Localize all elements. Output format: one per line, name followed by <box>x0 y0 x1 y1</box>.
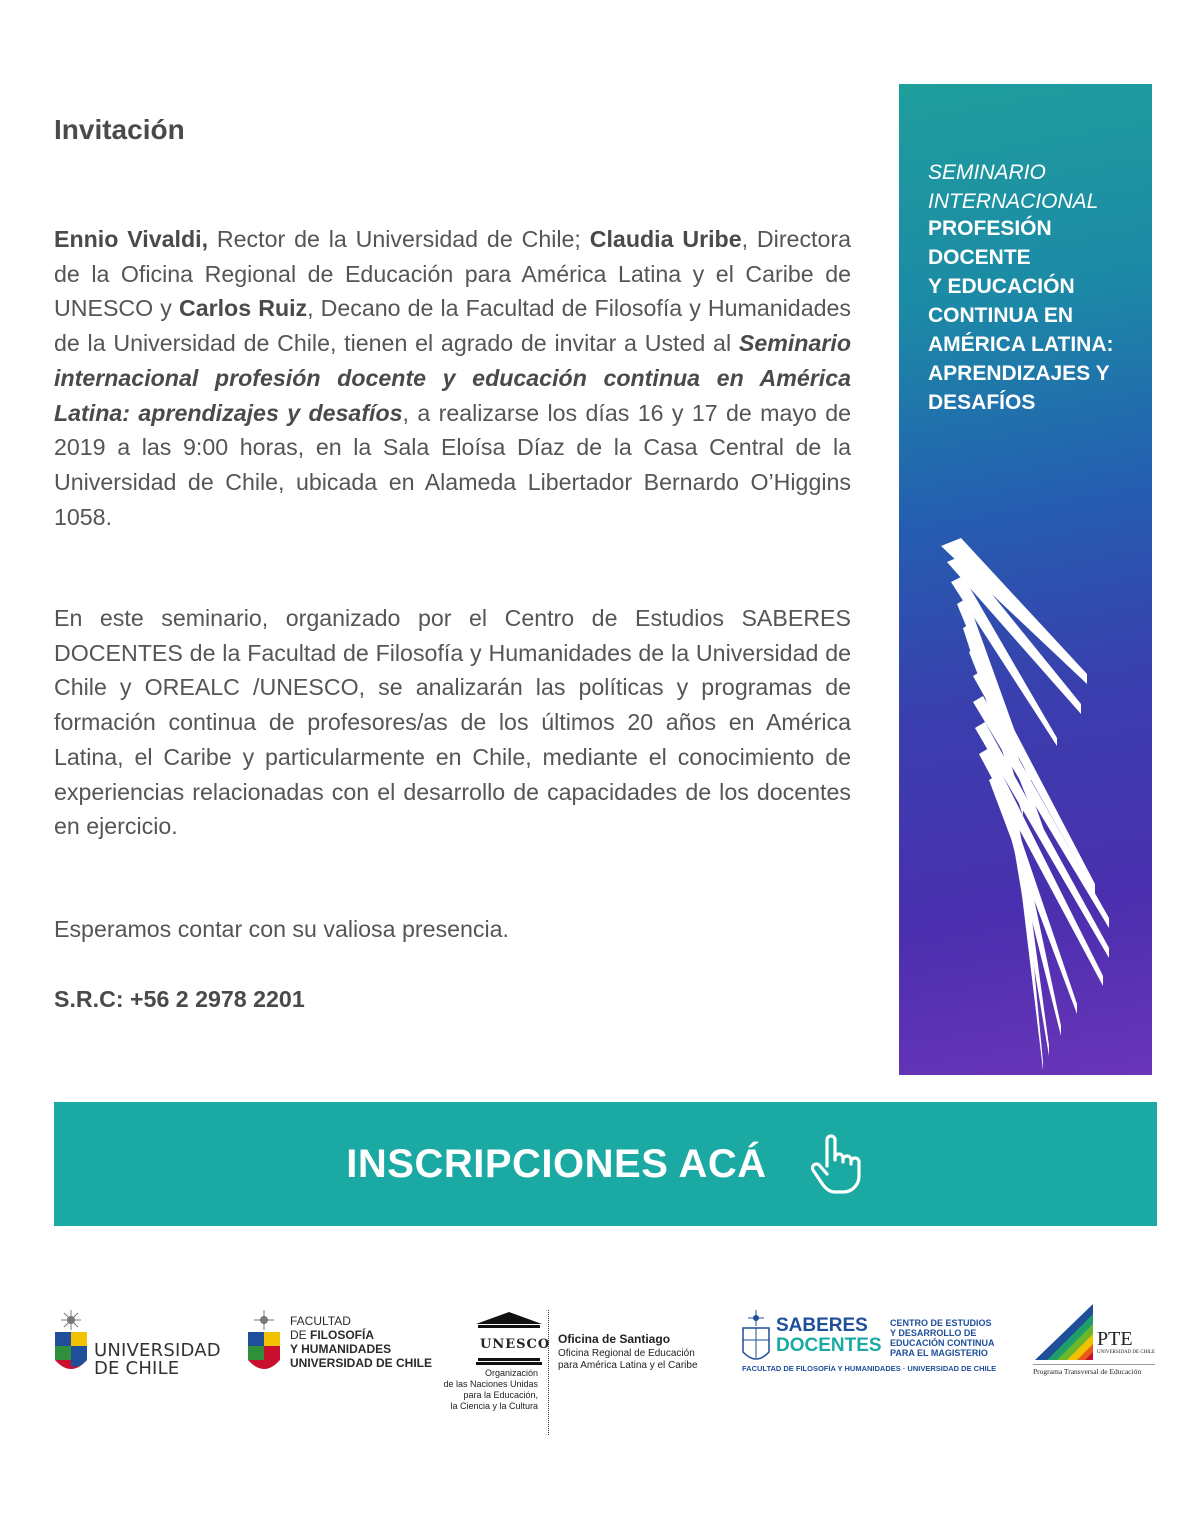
unesco-org-line: para la Educación, <box>463 1390 538 1400</box>
ffyh-logo <box>247 1308 437 1378</box>
registration-button-label: INSCRIPCIONES ACÁ <box>346 1141 767 1186</box>
ffyh-line1: FACULTAD <box>290 1314 351 1328</box>
banner-title-line: DESAFÍOS <box>928 391 1036 414</box>
latin-america-stripes-graphic <box>899 524 1152 1075</box>
saberes-side-line: CENTRO DE ESTUDIOS <box>890 1318 992 1328</box>
pointer-hand-icon <box>809 1132 865 1196</box>
text-segment: , Decano de la Facultad de Filosofía y Humanidades de la Universidad de Chile, tienen el agrado de invitar a Usted al <box>54 295 851 357</box>
banner-title-line: PROFESIÓN <box>928 217 1052 240</box>
footer-logos <box>0 1290 1200 1450</box>
unesco-org-text <box>440 1368 538 1412</box>
unesco-office-line: Oficina Regional de Educación <box>558 1348 695 1359</box>
unesco-logo <box>440 1310 710 1440</box>
banner-title-line: AMÉRICA LATINA: <box>928 333 1114 356</box>
unesco-office-text <box>558 1348 698 1372</box>
page-heading: Invitación <box>54 114 185 145</box>
saberes-side-text <box>890 1318 995 1358</box>
ffyh-line3: Y HUMANIDADES <box>290 1342 392 1356</box>
uchile-name-line2: DE CHILE <box>94 1358 180 1379</box>
pte-logo <box>1033 1302 1155 1382</box>
seminar-description-paragraph: En este seminario, organizado por el Centro de Estudios SABERES DOCENTES de la Facultad de Filosofía y Humanidades de la Universidad de Chile y OREALC /UNESCO, se analizarán las políticas y programas de formación continua de profesores/as de los últimos 20 años en América Latina, el Caribe y particularmente en Chile, mediante el conocimiento de experiencias relacionadas con el desarrollo de capacidades de los docentes en ejercicio. <box>54 605 851 840</box>
banner-title-line: CONTINUA EN <box>928 304 1074 327</box>
unesco-office-line: para América Latina y el Caribe <box>558 1360 698 1371</box>
saberes-side-line: PARA EL MAGISTERIO <box>890 1348 988 1358</box>
seminar-banner <box>899 84 1152 1075</box>
director-name: Claudia Uribe <box>589 226 742 252</box>
saberes-bottom-text: FACULTAD DE FILOSOFÍA Y HUMANIDADES · UNIVERSIDAD DE CHILE <box>742 1364 997 1373</box>
pte-caption: Programa Transversal de Educación <box>1033 1364 1155 1376</box>
saberes-crest-icon <box>742 1308 770 1366</box>
event-name: Seminario internacional profesión docente y educación continua en América Latina: aprendizajes y desafíos <box>54 330 851 426</box>
closing-paragraph: Esperamos contar con su valiosa presencia. <box>54 916 509 942</box>
saberes-side-line: Y DESARROLLO DE <box>890 1328 977 1338</box>
text-segment: , a realizarse los días 16 y 17 de mayo de 2019 a las 9:00 horas, en la Sala Eloísa Díaz de la Casa Central de la Universidad de Chile, ubicada en Alameda Libertador Bernardo O’Higgins 1058. <box>54 399 851 530</box>
unesco-office-title: Oficina de Santiago <box>558 1332 671 1346</box>
ffyh-crest-icon <box>247 1308 281 1378</box>
unesco-divider <box>548 1310 549 1435</box>
invitation-paragraph <box>54 222 851 534</box>
uchile-crest-icon <box>54 1308 88 1378</box>
banner-title-line: APRENDIZAJES Y <box>928 362 1110 385</box>
pte-rainbow-icon <box>1033 1302 1095 1360</box>
ffyh-line2-bold: FILOSOFÍA <box>310 1328 375 1342</box>
unesco-org-line: de las Naciones Unidas <box>443 1379 538 1389</box>
rector-name: Ennio Vivaldi, <box>54 226 209 252</box>
uchile-name-line1: UNIVERSIDAD <box>94 1340 221 1361</box>
saberes-side-line: EDUCACIÓN CONTINUA <box>890 1338 995 1348</box>
saberes-docentes-logo <box>742 1308 1007 1380</box>
uchile-logo <box>54 1308 229 1378</box>
text-segment: , Directora de la Oficina Regional de Educación para América Latina y el Caribe de UNESCO y <box>54 226 851 322</box>
saberes-word: SABERES <box>776 1315 868 1336</box>
unesco-org-line: la Ciencia y la Cultura <box>450 1401 538 1411</box>
ffyh-line2 <box>290 1328 432 1342</box>
docentes-word: DOCENTES <box>776 1335 882 1356</box>
banner-title <box>928 214 1143 417</box>
text-segment: Rector de la Universidad de Chile; <box>208 226 590 252</box>
dean-name: Carlos Ruiz <box>178 295 308 322</box>
banner-title-line: DOCENTE <box>928 246 1031 269</box>
ffyh-line2-prefix: DE <box>290 1328 311 1342</box>
banner-title-line: Y EDUCACIÓN <box>928 275 1075 298</box>
unesco-org-line: Organización <box>484 1368 538 1378</box>
pte-acronym: PTE <box>1097 1328 1133 1350</box>
pte-small-text: UNIVERSIDAD DE CHILE <box>1097 1350 1156 1355</box>
registration-button[interactable] <box>54 1102 1157 1226</box>
unesco-word: UNESCO <box>480 1336 551 1352</box>
banner-subtitle: SEMINARIO INTERNACIONAL <box>928 161 1099 213</box>
contact-phone: S.R.C: +56 2 2978 2201 <box>54 986 305 1012</box>
ffyh-line4: UNIVERSIDAD DE CHILE <box>290 1356 433 1370</box>
